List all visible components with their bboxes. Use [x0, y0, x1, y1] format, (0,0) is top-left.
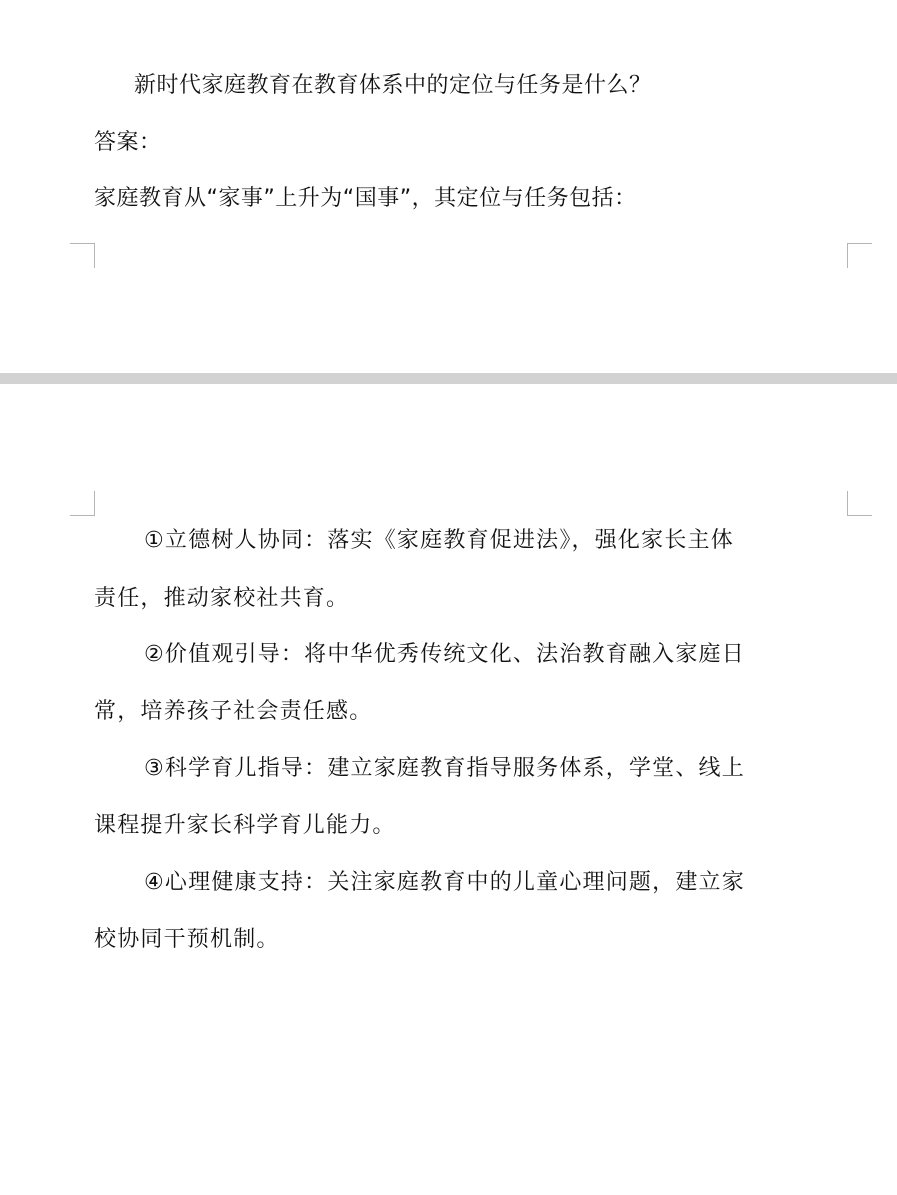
margin-corner-mark: [847, 243, 872, 268]
margin-corner-mark: [847, 491, 872, 516]
document-page-top: [0, 0, 897, 373]
page-separator: [0, 373, 897, 384]
document-page-bottom: [0, 384, 897, 1195]
margin-corner-mark: [70, 491, 95, 516]
list-item-first-line: ①立德树人协同：落实《家庭教育促进法》，强化家长主体: [144, 528, 734, 553]
question-text: 新时代家庭教育在教育体系中的定位与任务是什么？: [134, 73, 652, 98]
answer-intro: 家庭教育从“家事”上升为“国事”，其定位与任务包括：: [94, 186, 637, 211]
list-item-continuation: 常，培养孩子社会责任感。: [94, 699, 373, 724]
answer-label: 答案：: [94, 130, 162, 155]
list-item-first-line: ④心理健康支持：关注家庭教育中的儿童心理问题，建立家: [144, 870, 745, 895]
list-item-first-line: ②价值观引导：将中华优秀传统文化、法治教育融入家庭日: [144, 642, 745, 667]
list-item-continuation: 课程提升家长科学育儿能力。: [94, 813, 396, 838]
list-item-first-line: ③科学育儿指导：建立家庭教育指导服务体系，学堂、线上: [144, 756, 745, 781]
margin-corner-mark: [70, 243, 95, 268]
list-item-continuation: 责任，推动家校社共育。: [94, 586, 350, 611]
list-item-continuation: 校协同干预机制。: [94, 927, 280, 952]
